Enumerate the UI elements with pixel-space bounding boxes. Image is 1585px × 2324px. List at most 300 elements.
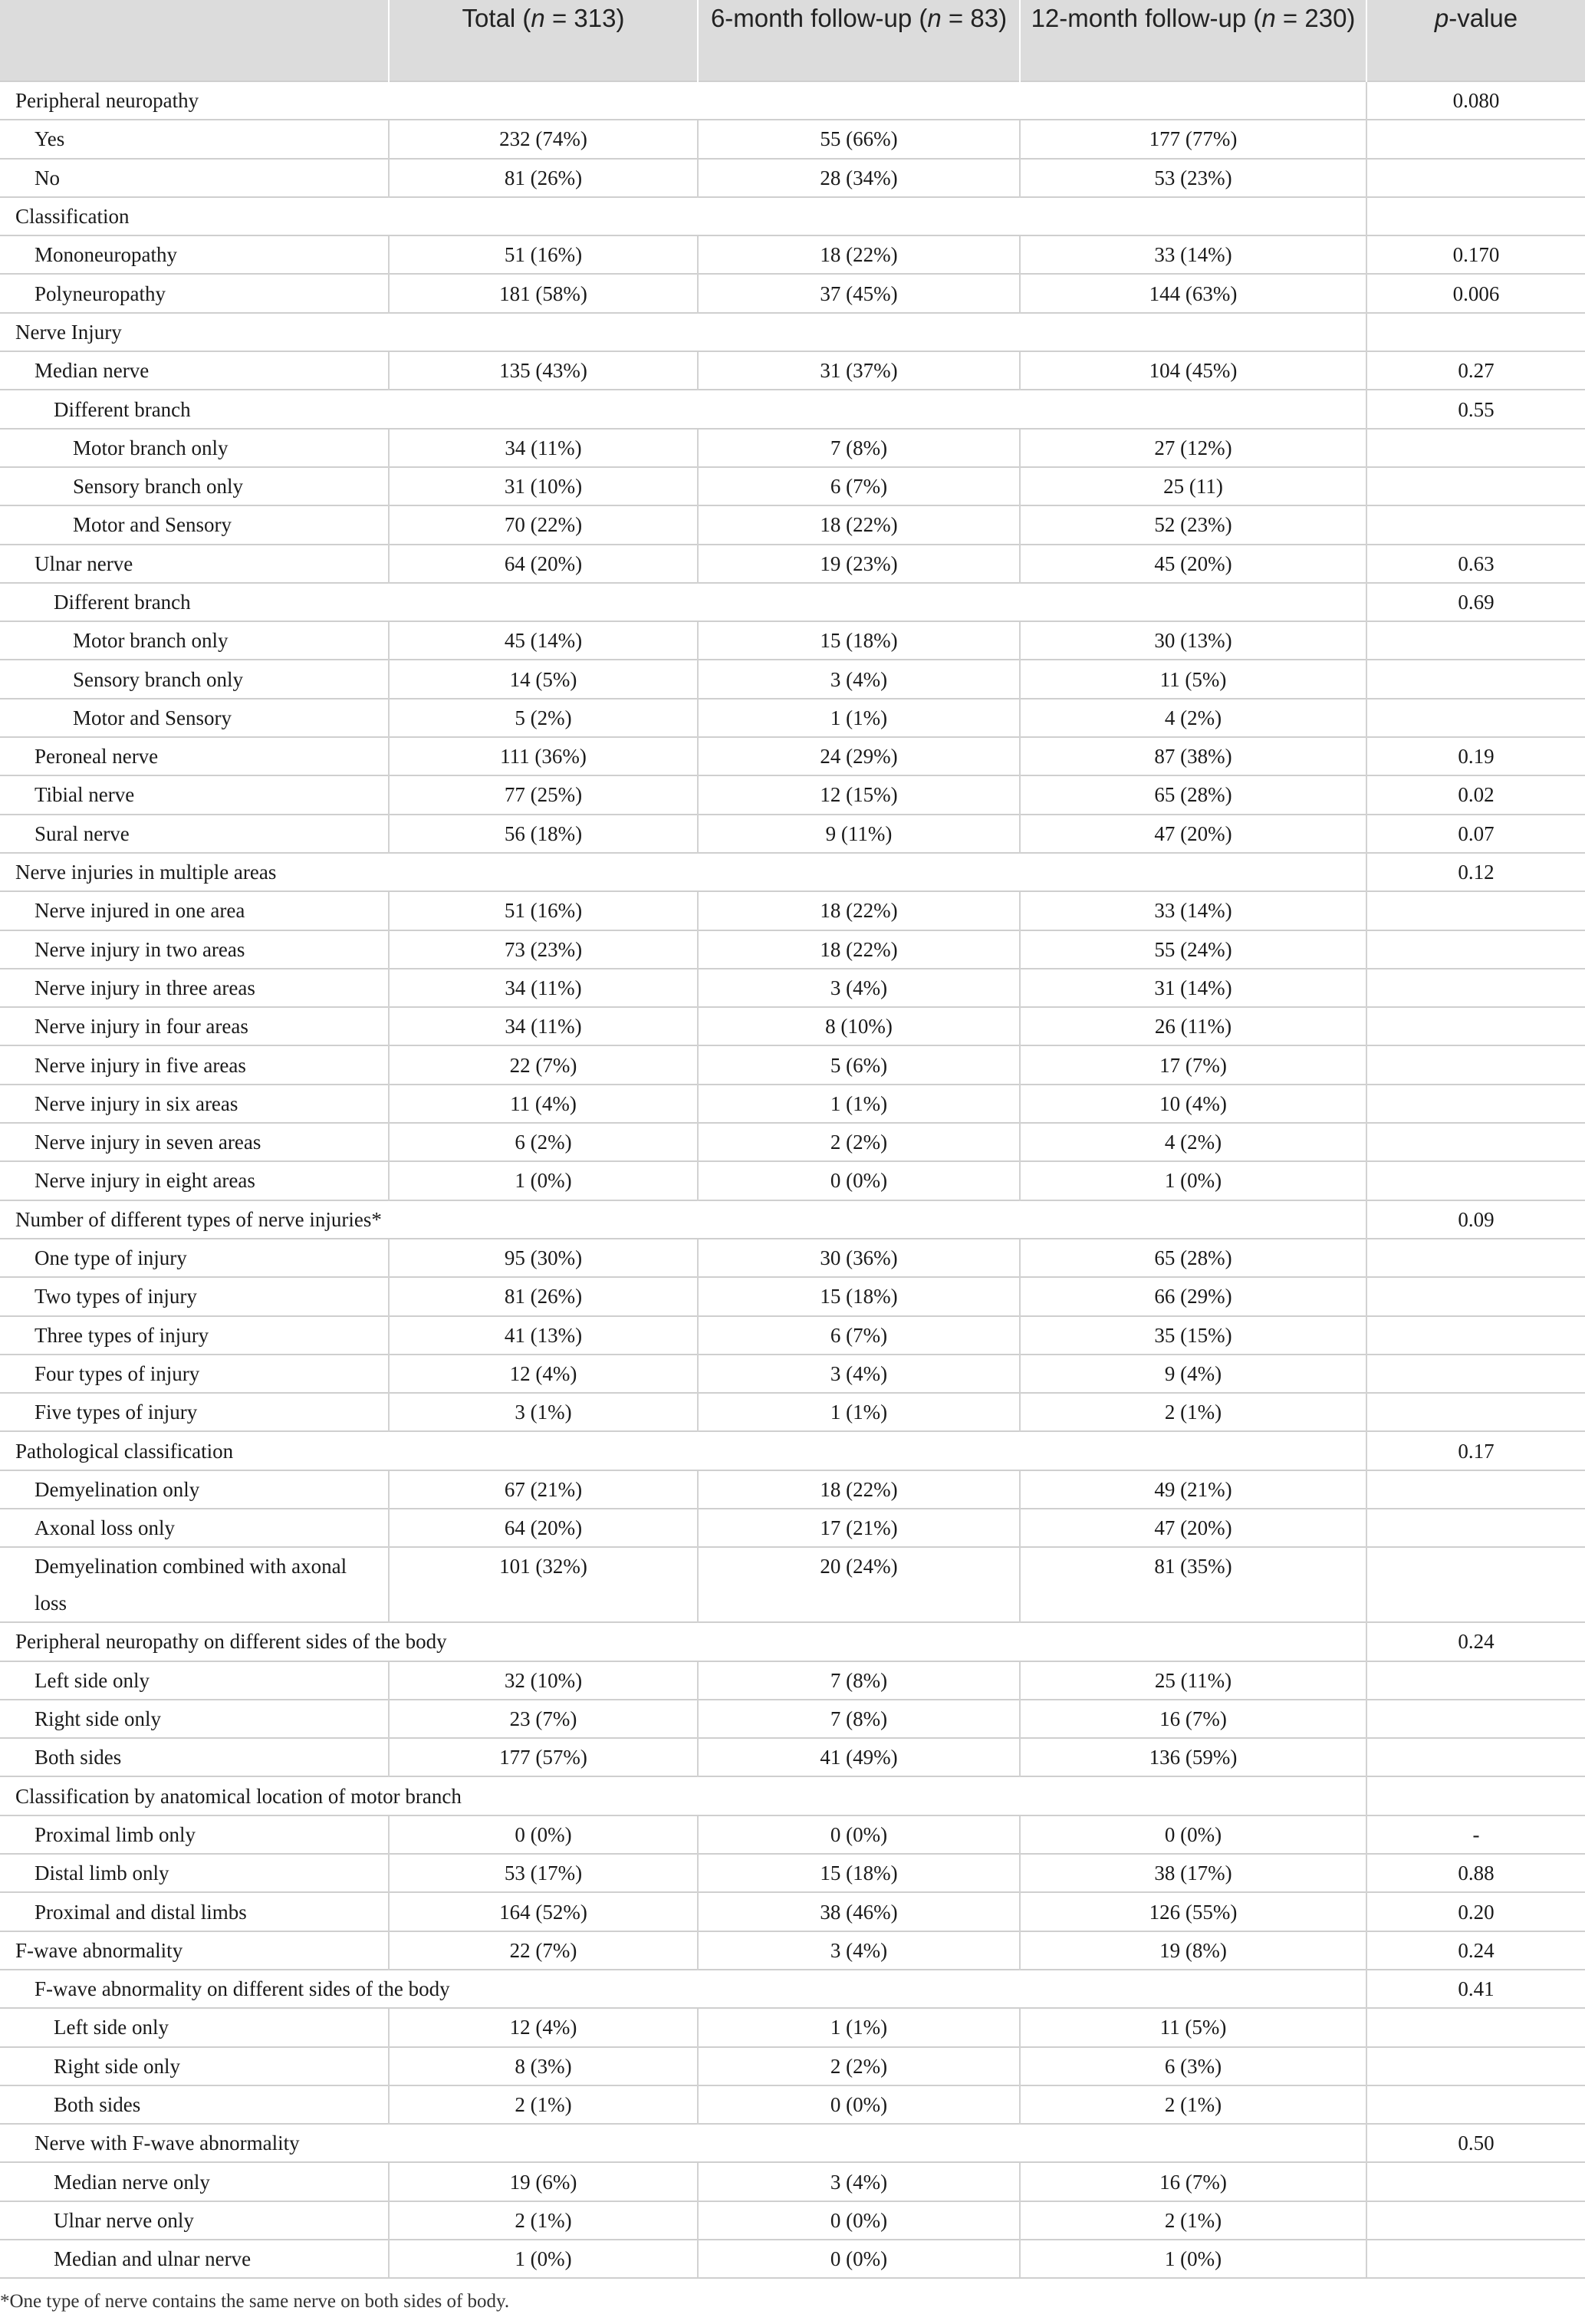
cell-6-month: 3 (4%) <box>698 969 1020 1007</box>
cell-total: 81 (26%) <box>389 159 698 197</box>
row-label: Nerve with F-wave abnormality <box>0 2124 1366 2162</box>
cell-total: 5 (2%) <box>389 699 698 737</box>
cell-p-value <box>1366 120 1585 158</box>
table-row <box>0 1931 1585 1970</box>
row-label: Three types of injury <box>0 1316 389 1355</box>
cell-total: 77 (25%) <box>389 775 698 814</box>
row-label: Axonal loss only <box>0 1509 389 1547</box>
cell-12-month: 9 (4%) <box>1020 1355 1366 1393</box>
cell-total: 135 (43%) <box>389 351 698 390</box>
cell-p-value <box>1366 2162 1585 2201</box>
cell-total: 64 (20%) <box>389 545 698 583</box>
cell-12-month: 144 (63%) <box>1020 274 1366 312</box>
cell-p-value <box>1366 313 1585 351</box>
row-label: Median nerve <box>0 351 389 390</box>
row-label: Right side only <box>0 1700 389 1738</box>
cell-p-value <box>1366 1547 1585 1622</box>
cell-6-month: 2 (2%) <box>698 2047 1020 2085</box>
row-label: Nerve injuries in multiple areas <box>0 853 1366 891</box>
cell-p-value: 0.170 <box>1366 235 1585 274</box>
cell-12-month: 17 (7%) <box>1020 1045 1366 1084</box>
cell-total: 34 (11%) <box>389 1007 698 1045</box>
cell-12-month: 49 (21%) <box>1020 1470 1366 1509</box>
table-body <box>0 81 1585 2278</box>
row-label: Median nerve only <box>0 2162 389 2201</box>
cell-total: 6 (2%) <box>389 1123 698 1161</box>
row-label: Sensory branch only <box>0 660 389 698</box>
table-row <box>0 120 1585 158</box>
cell-p-value: 0.07 <box>1366 815 1585 853</box>
cell-p-value: 0.17 <box>1366 1431 1585 1470</box>
cell-total: 101 (32%) <box>389 1547 698 1622</box>
cell-total: 1 (0%) <box>389 1161 698 1200</box>
table-row <box>0 235 1585 274</box>
row-label: Pathological classification <box>0 1431 1366 1470</box>
cell-12-month: 65 (28%) <box>1020 775 1366 814</box>
cell-p-value <box>1366 2008 1585 2046</box>
cell-total: 53 (17%) <box>389 1854 698 1892</box>
row-label: Yes <box>0 120 389 158</box>
cell-p-value <box>1366 1509 1585 1547</box>
row-label: Motor branch only <box>0 429 389 467</box>
row-label: Classification by anatomical location of motor branch <box>0 1776 1366 1815</box>
table-group-row <box>0 2124 1585 2162</box>
table-row <box>0 1509 1585 1547</box>
cell-total: 81 (26%) <box>389 1277 698 1315</box>
cell-p-value <box>1366 930 1585 969</box>
cell-total: 34 (11%) <box>389 969 698 1007</box>
cell-12-month: 53 (23%) <box>1020 159 1366 197</box>
cell-12-month: 19 (8%) <box>1020 1931 1366 1970</box>
table-row <box>0 891 1585 930</box>
cell-p-value <box>1366 891 1585 930</box>
row-label: Different branch <box>0 390 1366 428</box>
cell-6-month: 1 (1%) <box>698 2008 1020 2046</box>
cell-p-value <box>1366 1085 1585 1123</box>
table-row <box>0 621 1585 660</box>
cell-p-value: 0.006 <box>1366 274 1585 312</box>
row-label: Different branch <box>0 583 1366 621</box>
cell-12-month: 33 (14%) <box>1020 235 1366 274</box>
row-label: F-wave abnormality on different sides of the body <box>0 1970 1366 2008</box>
table-row <box>0 1085 1585 1123</box>
cell-total: 12 (4%) <box>389 2008 698 2046</box>
cell-6-month: 15 (18%) <box>698 1277 1020 1315</box>
row-label: Motor and Sensory <box>0 505 389 544</box>
cell-p-value: 0.02 <box>1366 775 1585 814</box>
table-row <box>0 1277 1585 1315</box>
table-row <box>0 775 1585 814</box>
row-label: Number of different types of nerve injuries* <box>0 1200 1366 1239</box>
table-row <box>0 2047 1585 2085</box>
cell-6-month: 7 (8%) <box>698 1700 1020 1738</box>
table-group-row <box>0 1200 1585 1239</box>
row-label: Median and ulnar nerve <box>0 2240 389 2278</box>
table-row <box>0 930 1585 969</box>
cell-6-month: 6 (7%) <box>698 467 1020 505</box>
cell-12-month: 4 (2%) <box>1020 1123 1366 1161</box>
cell-total: 41 (13%) <box>389 1316 698 1355</box>
row-label: Four types of injury <box>0 1355 389 1393</box>
cell-p-value <box>1366 1661 1585 1700</box>
cell-p-value: 0.09 <box>1366 1200 1585 1239</box>
table-row <box>0 2162 1585 2201</box>
cell-p-value <box>1366 969 1585 1007</box>
row-label: Polyneuropathy <box>0 274 389 312</box>
cell-12-month: 16 (7%) <box>1020 2162 1366 2201</box>
cell-12-month: 45 (20%) <box>1020 545 1366 583</box>
table-footnote: *One type of nerve contains the same nerve on both sides of body. <box>0 2291 510 2312</box>
cell-6-month: 37 (45%) <box>698 274 1020 312</box>
cell-12-month: 47 (20%) <box>1020 815 1366 853</box>
cell-p-value: 0.12 <box>1366 853 1585 891</box>
cell-6-month: 20 (24%) <box>698 1547 1020 1622</box>
cell-p-value <box>1366 621 1585 660</box>
cell-p-value: 0.69 <box>1366 583 1585 621</box>
row-label: Demyelination only <box>0 1470 389 1509</box>
cell-12-month: 1 (0%) <box>1020 2240 1366 2278</box>
cell-12-month: 27 (12%) <box>1020 429 1366 467</box>
cell-p-value <box>1366 1776 1585 1815</box>
cell-12-month: 104 (45%) <box>1020 351 1366 390</box>
cell-p-value <box>1366 505 1585 544</box>
row-label: Nerve injury in eight areas <box>0 1161 389 1200</box>
row-label: F-wave abnormality <box>0 1931 389 1970</box>
cell-12-month: 6 (3%) <box>1020 2047 1366 2085</box>
table-row <box>0 159 1585 197</box>
row-label: Nerve injured in one area <box>0 891 389 930</box>
cell-6-month: 3 (4%) <box>698 660 1020 698</box>
cell-total: 0 (0%) <box>389 1815 698 1854</box>
table-group-row <box>0 197 1585 235</box>
table-row <box>0 1470 1585 1509</box>
table-row <box>0 1393 1585 1431</box>
row-label: Proximal and distal limbs <box>0 1892 389 1931</box>
row-label: Nerve injury in two areas <box>0 930 389 969</box>
cell-p-value <box>1366 1239 1585 1277</box>
cell-total: 19 (6%) <box>389 2162 698 2201</box>
row-label: Motor and Sensory <box>0 699 389 737</box>
cell-6-month: 24 (29%) <box>698 737 1020 775</box>
row-label: Classification <box>0 197 1366 235</box>
table-row <box>0 699 1585 737</box>
cell-total: 8 (3%) <box>389 2047 698 2085</box>
cell-total: 56 (18%) <box>389 815 698 853</box>
header-variable <box>0 0 389 81</box>
table-row <box>0 2201 1585 2240</box>
cell-6-month: 18 (22%) <box>698 505 1020 544</box>
row-label: Both sides <box>0 2085 389 2124</box>
row-label: Nerve injury in four areas <box>0 1007 389 1045</box>
cell-total: 51 (16%) <box>389 235 698 274</box>
cell-p-value <box>1366 1277 1585 1315</box>
cell-12-month: 52 (23%) <box>1020 505 1366 544</box>
cell-6-month: 0 (0%) <box>698 2240 1020 2278</box>
header-p-value: p-value <box>1366 0 1585 81</box>
cell-12-month: 25 (11) <box>1020 467 1366 505</box>
row-label: Peripheral neuropathy on different sides of the body <box>0 1622 1366 1661</box>
cell-p-value: 0.63 <box>1366 545 1585 583</box>
row-label: Nerve injury in five areas <box>0 1045 389 1084</box>
row-label: Right side only <box>0 2047 389 2085</box>
cell-total: 23 (7%) <box>389 1700 698 1738</box>
row-label: Sensory branch only <box>0 467 389 505</box>
row-label: Nerve Injury <box>0 313 1366 351</box>
table-group-row <box>0 313 1585 351</box>
cell-p-value: 0.24 <box>1366 1931 1585 1970</box>
table-group-row <box>0 1776 1585 1815</box>
cell-12-month: 26 (11%) <box>1020 1007 1366 1045</box>
cell-p-value: 0.24 <box>1366 1622 1585 1661</box>
cell-6-month: 12 (15%) <box>698 775 1020 814</box>
cell-6-month: 55 (66%) <box>698 120 1020 158</box>
table-row <box>0 1123 1585 1161</box>
cell-12-month: 81 (35%) <box>1020 1547 1366 1622</box>
header-12-month: 12-month follow-up (n = 230) <box>1020 0 1366 81</box>
cell-6-month: 30 (36%) <box>698 1239 1020 1277</box>
row-label: Five types of injury <box>0 1393 389 1431</box>
row-label: Peripheral neuropathy <box>0 81 1366 120</box>
cell-p-value <box>1366 2047 1585 2085</box>
cell-6-month: 3 (4%) <box>698 2162 1020 2201</box>
table-row <box>0 505 1585 544</box>
cell-total: 22 (7%) <box>389 1045 698 1084</box>
cell-p-value <box>1366 1738 1585 1776</box>
cell-total: 45 (14%) <box>389 621 698 660</box>
row-label: Left side only <box>0 1661 389 1700</box>
cell-12-month: 30 (13%) <box>1020 621 1366 660</box>
row-label: Ulnar nerve <box>0 545 389 583</box>
header-6-month: 6-month follow-up (n = 83) <box>698 0 1020 81</box>
cell-total: 11 (4%) <box>389 1085 698 1123</box>
row-label: Demyelination combined with axonal loss <box>0 1547 389 1622</box>
cell-6-month: 6 (7%) <box>698 1316 1020 1355</box>
cell-p-value: 0.19 <box>1366 737 1585 775</box>
cell-p-value <box>1366 1470 1585 1509</box>
cell-6-month: 0 (0%) <box>698 2085 1020 2124</box>
table-row <box>0 274 1585 312</box>
table-row <box>0 1661 1585 1700</box>
row-label: Motor branch only <box>0 621 389 660</box>
cell-p-value: 0.27 <box>1366 351 1585 390</box>
cell-p-value <box>1366 1007 1585 1045</box>
cell-12-month: 47 (20%) <box>1020 1509 1366 1547</box>
cell-6-month: 0 (0%) <box>698 2201 1020 2240</box>
cell-6-month: 28 (34%) <box>698 159 1020 197</box>
cell-total: 34 (11%) <box>389 429 698 467</box>
cell-total: 73 (23%) <box>389 930 698 969</box>
table-header <box>0 0 1585 81</box>
header-row <box>0 0 1585 81</box>
cell-12-month: 35 (15%) <box>1020 1316 1366 1355</box>
cell-p-value <box>1366 1355 1585 1393</box>
cell-total: 2 (1%) <box>389 2085 698 2124</box>
cell-6-month: 15 (18%) <box>698 621 1020 660</box>
table-row <box>0 1045 1585 1084</box>
cell-p-value <box>1366 1161 1585 1200</box>
cell-6-month: 17 (21%) <box>698 1509 1020 1547</box>
cell-12-month: 4 (2%) <box>1020 699 1366 737</box>
cell-p-value: 0.55 <box>1366 390 1585 428</box>
table-row <box>0 1161 1585 1200</box>
cell-total: 67 (21%) <box>389 1470 698 1509</box>
cell-12-month: 87 (38%) <box>1020 737 1366 775</box>
cell-6-month: 9 (11%) <box>698 815 1020 853</box>
cell-6-month: 18 (22%) <box>698 930 1020 969</box>
cell-12-month: 126 (55%) <box>1020 1892 1366 1931</box>
table-group-row <box>0 853 1585 891</box>
table-group-row <box>0 583 1585 621</box>
table-row <box>0 467 1585 505</box>
table-row <box>0 2085 1585 2124</box>
cell-6-month: 1 (1%) <box>698 699 1020 737</box>
cell-total: 14 (5%) <box>389 660 698 698</box>
row-label: Sural nerve <box>0 815 389 853</box>
cell-6-month: 1 (1%) <box>698 1393 1020 1431</box>
row-label: Nerve injury in three areas <box>0 969 389 1007</box>
table-group-row <box>0 1622 1585 1661</box>
cell-6-month: 18 (22%) <box>698 891 1020 930</box>
table-row <box>0 1547 1585 1622</box>
cell-12-month: 55 (24%) <box>1020 930 1366 969</box>
cell-6-month: 1 (1%) <box>698 1085 1020 1123</box>
cell-p-value: - <box>1366 1815 1585 1854</box>
table-row <box>0 1007 1585 1045</box>
cell-p-value <box>1366 2240 1585 2278</box>
row-label: Nerve injury in seven areas <box>0 1123 389 1161</box>
cell-total: 22 (7%) <box>389 1931 698 1970</box>
cell-12-month: 177 (77%) <box>1020 120 1366 158</box>
cell-p-value <box>1366 1045 1585 1084</box>
cell-p-value <box>1366 660 1585 698</box>
cell-total: 51 (16%) <box>389 891 698 930</box>
cell-p-value <box>1366 159 1585 197</box>
cell-p-value <box>1366 1316 1585 1355</box>
cell-6-month: 0 (0%) <box>698 1815 1020 1854</box>
cell-total: 12 (4%) <box>389 1355 698 1393</box>
cell-6-month: 8 (10%) <box>698 1007 1020 1045</box>
header-total: Total (n = 313) <box>389 0 698 81</box>
row-label: Ulnar nerve only <box>0 2201 389 2240</box>
cell-12-month: 0 (0%) <box>1020 1815 1366 1854</box>
cell-12-month: 11 (5%) <box>1020 2008 1366 2046</box>
table-group-row <box>0 81 1585 120</box>
table-row <box>0 1316 1585 1355</box>
cell-6-month: 7 (8%) <box>698 429 1020 467</box>
cell-6-month: 19 (23%) <box>698 545 1020 583</box>
cell-total: 2 (1%) <box>389 2201 698 2240</box>
table-group-row <box>0 390 1585 428</box>
table-row <box>0 1892 1585 1931</box>
cell-12-month: 2 (1%) <box>1020 2085 1366 2124</box>
cell-12-month: 2 (1%) <box>1020 1393 1366 1431</box>
cell-total: 95 (30%) <box>389 1239 698 1277</box>
row-label: Mononeuropathy <box>0 235 389 274</box>
table-row <box>0 1815 1585 1854</box>
cell-total: 181 (58%) <box>389 274 698 312</box>
cell-total: 31 (10%) <box>389 467 698 505</box>
table-row <box>0 429 1585 467</box>
cell-6-month: 3 (4%) <box>698 1931 1020 1970</box>
cell-12-month: 38 (17%) <box>1020 1854 1366 1892</box>
table-row <box>0 969 1585 1007</box>
table-row <box>0 660 1585 698</box>
table-row <box>0 2008 1585 2046</box>
cell-p-value <box>1366 2201 1585 2240</box>
cell-p-value <box>1366 429 1585 467</box>
cell-6-month: 2 (2%) <box>698 1123 1020 1161</box>
table-row <box>0 1700 1585 1738</box>
cell-6-month: 41 (49%) <box>698 1738 1020 1776</box>
cell-p-value <box>1366 467 1585 505</box>
cell-p-value <box>1366 1393 1585 1431</box>
cell-12-month: 31 (14%) <box>1020 969 1366 1007</box>
row-label: Tibial nerve <box>0 775 389 814</box>
cell-p-value <box>1366 197 1585 235</box>
cell-p-value: 0.88 <box>1366 1854 1585 1892</box>
cell-12-month: 25 (11%) <box>1020 1661 1366 1700</box>
cell-p-value <box>1366 699 1585 737</box>
cell-12-month: 66 (29%) <box>1020 1277 1366 1315</box>
cell-6-month: 38 (46%) <box>698 1892 1020 1931</box>
cell-6-month: 3 (4%) <box>698 1355 1020 1393</box>
cell-6-month: 0 (0%) <box>698 1161 1020 1200</box>
cell-6-month: 18 (22%) <box>698 1470 1020 1509</box>
cell-6-month: 15 (18%) <box>698 1854 1020 1892</box>
cell-p-value: 0.080 <box>1366 81 1585 120</box>
table-row <box>0 1738 1585 1776</box>
row-label: Proximal limb only <box>0 1815 389 1854</box>
table-row <box>0 1239 1585 1277</box>
cell-p-value <box>1366 1700 1585 1738</box>
cell-p-value: 0.50 <box>1366 2124 1585 2162</box>
table-group-row <box>0 1431 1585 1470</box>
table-row <box>0 737 1585 775</box>
cell-12-month: 33 (14%) <box>1020 891 1366 930</box>
cell-12-month: 2 (1%) <box>1020 2201 1366 2240</box>
row-label: No <box>0 159 389 197</box>
cell-total: 177 (57%) <box>389 1738 698 1776</box>
cell-total: 232 (74%) <box>389 120 698 158</box>
cell-total: 1 (0%) <box>389 2240 698 2278</box>
row-label: Distal limb only <box>0 1854 389 1892</box>
cell-12-month: 10 (4%) <box>1020 1085 1366 1123</box>
row-label: Peroneal nerve <box>0 737 389 775</box>
cell-6-month: 18 (22%) <box>698 235 1020 274</box>
cell-6-month: 7 (8%) <box>698 1661 1020 1700</box>
cell-6-month: 5 (6%) <box>698 1045 1020 1084</box>
table-row <box>0 351 1585 390</box>
row-label: Left side only <box>0 2008 389 2046</box>
cell-12-month: 16 (7%) <box>1020 1700 1366 1738</box>
cell-12-month: 65 (28%) <box>1020 1239 1366 1277</box>
cell-6-month: 31 (37%) <box>698 351 1020 390</box>
cell-total: 3 (1%) <box>389 1393 698 1431</box>
cell-12-month: 1 (0%) <box>1020 1161 1366 1200</box>
table-row <box>0 815 1585 853</box>
cell-total: 64 (20%) <box>389 1509 698 1547</box>
row-label: One type of injury <box>0 1239 389 1277</box>
table-row <box>0 545 1585 583</box>
cell-total: 111 (36%) <box>389 737 698 775</box>
row-label: Two types of injury <box>0 1277 389 1315</box>
row-label: Both sides <box>0 1738 389 1776</box>
cell-p-value <box>1366 1123 1585 1161</box>
row-label: Nerve injury in six areas <box>0 1085 389 1123</box>
cell-12-month: 11 (5%) <box>1020 660 1366 698</box>
table-row <box>0 1854 1585 1892</box>
cell-p-value <box>1366 2085 1585 2124</box>
